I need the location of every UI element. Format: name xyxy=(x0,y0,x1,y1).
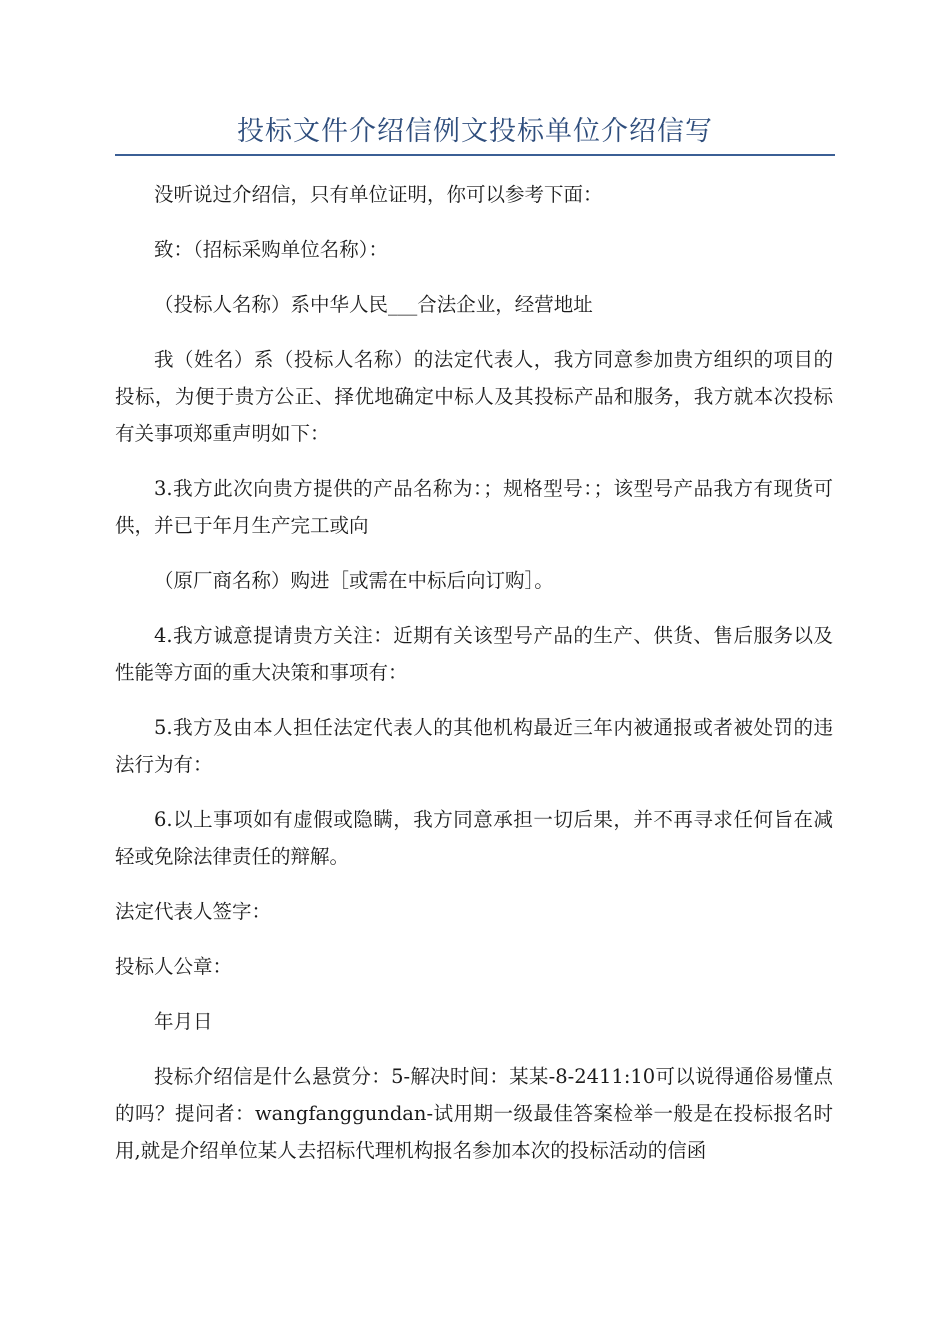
paragraph-intro: 没听说过介绍信，只有单位证明，你可以参考下面： xyxy=(154,183,603,206)
date-line: 年月日 xyxy=(154,1010,213,1033)
paragraph-qa: 投标介绍信是什么悬赏分：5-解决时间：某某-8-2411:10可以说得通俗易懂点的吗？提问者：wangfanggundan-试用期一级最佳答案检举一般是在投标报名时用,就是介绍单位某人去招标代理机构报名参加本次的投标活动的信函 xyxy=(115,1065,833,1162)
paragraph-manufacturer: （原厂商名称）购进［或需在中标后向订购］。 xyxy=(154,569,554,592)
seal-line: 投标人公章： xyxy=(115,955,233,978)
paragraph-addressee: 致：（招标采购单位名称）： xyxy=(154,238,389,261)
paragraph-item-6: 6.以上事项如有虚假或隐瞒，我方同意承担一切后果，并不再寻求任何旨在减轻或免除法律责任的辩解。 xyxy=(115,808,833,868)
paragraph-item-5: 5.我方及由本人担任法定代表人的其他机构最近三年内被通报或者被处罚的违法行为有： xyxy=(115,716,833,776)
paragraph-statement: 我（姓名）系（投标人名称）的法定代表人，我方同意参加贵方组织的项目的投标，为便于贵方公正、择优地确定中标人及其投标产品和服务，我方就本次投标有关事项郑重声明如下： xyxy=(115,348,833,445)
signature-line: 法定代表人签字： xyxy=(115,900,272,923)
paragraph-item-4: 4.我方诚意提请贵方关注：近期有关该型号产品的生产、供货、售后服务以及性能等方面的重大决策和事项有： xyxy=(115,624,833,684)
title-underline xyxy=(115,154,835,156)
document-title: 投标文件介绍信例文投标单位介绍信写 xyxy=(237,116,713,147)
paragraph-bidder-info: （投标人名称）系中华人民___合法企业，经营地址 xyxy=(154,293,593,316)
document-body xyxy=(115,176,833,1187)
paragraph-item-3: 3.我方此次向贵方提供的产品名称为：；规格型号：；该型号产品我方有现货可供，并已于年月生产完工或向 xyxy=(115,477,833,537)
